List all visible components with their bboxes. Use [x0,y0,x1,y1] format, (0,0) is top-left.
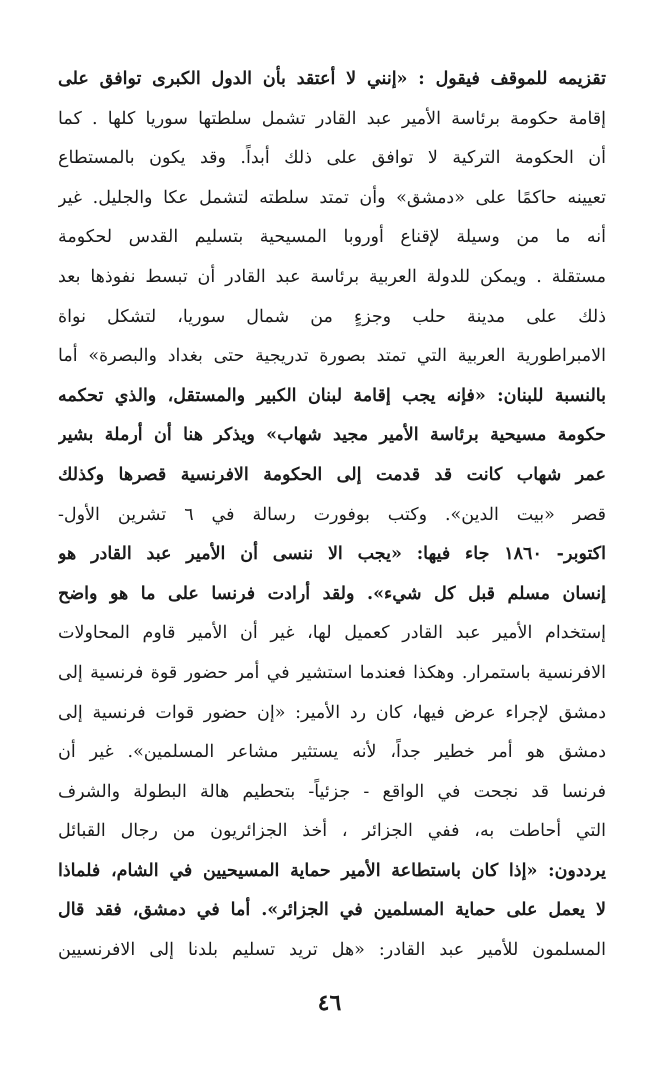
text-line: عمر شهاب كانت قد قدمت إلى الحكومة الافرنسية قصرها وكذلك [58,464,606,485]
text-line: تعيينه حاكمًا على «دمشق» وأن تمتد سلطته لتشمل عكا والجليل. غير [58,187,606,208]
text-line: الافرنسية باستمرار. وهكذا فعندما استشير في أمر حضور قوة فرنسية إلى [58,662,606,683]
text-line: يرددون: «إذا كان باستطاعة الأمير حماية المسيحيين في الشام، فلماذا [58,860,606,881]
text-line: إستخدام الأمير عبد القادر كعميل لها، غير أن الأمير قاوم المحاولات [58,623,606,644]
text-line: مستقلة . ويمكن للدولة العربية برئاسة عبد القادر أن تبسط نفوذها بعد [58,266,606,287]
text-line: إقامة حكومة برئاسة الأمير عبد القادر تشمل سلطتها سوريا كلها . كما [58,108,606,129]
text-line: فرنسا قد نجحت في الواقع - جزئياً- بتحطيم هالة البطولة والشرف [58,781,606,802]
text-line: المسلمون للأمير عبد القادر: «هل تريد تسليم بلدنا إلى الافرنسيين [58,940,606,961]
text-line: حكومة مسيحية برئاسة الأمير مجيد شهاب» ويذكر هنا أن أرملة بشير [58,425,606,446]
text-line: قصر «بيت الدين». وكتب بوفورت رسالة في ٦ تشرين الأول- [58,504,606,525]
text-line: لا يعمل على حماية المسلمين في الجزائر». أما في دمشق، فقد قال [58,900,606,921]
text-line: ذلك على مدينة حلب وجزءٍ من شمال سوريا، لتشكل نواة [58,306,606,327]
text-line: أنه ما من وسيلة لإقناع أوروبا المسيحية بتسليم القدس لحكومة [58,227,606,248]
text-line: أن الحكومة التركية لا توافق على ذلك أبداً. وقد يكون بالمستطاع [58,148,606,169]
text-line: الامبراطورية العربية التي تمتد بصورة تدريجية حتى بغداد والبصرة» أما [58,346,606,367]
text-line: بالنسبة للبنان: «فإنه يجب إقامة لبنان الكبير والمستقل، والذي تحكمه [58,385,606,406]
text-line: إنسان مسلم قبل كل شيء». ولقد أرادت فرنسا على ما هو واضح [58,583,606,604]
text-line: اكتوبر- ١٨٦٠ جاء فيها: «يجب الا ننسى أن الأمير عبد القادر هو [58,544,606,565]
text-line: دمشق هو أمر خطير جداً، لأنه يستثير مشاعر المسلمين». غير أن [58,742,606,763]
page-number: ٤٦ [317,990,342,1016]
text-line: دمشق لإجراء عرض فيها، كان رد الأمير: «إن حضور قوات فرنسية إلى [58,702,606,723]
text-line: التي أحاطت به، ففي الجزائر ، أخذ الجزائريون من رجال القبائل [58,821,606,842]
text-line: تقزيمه للموقف فيقول : «إنني لا أعتقد بأن الدول الكبرى توافق على [58,69,606,89]
body-text [58,60,606,971]
